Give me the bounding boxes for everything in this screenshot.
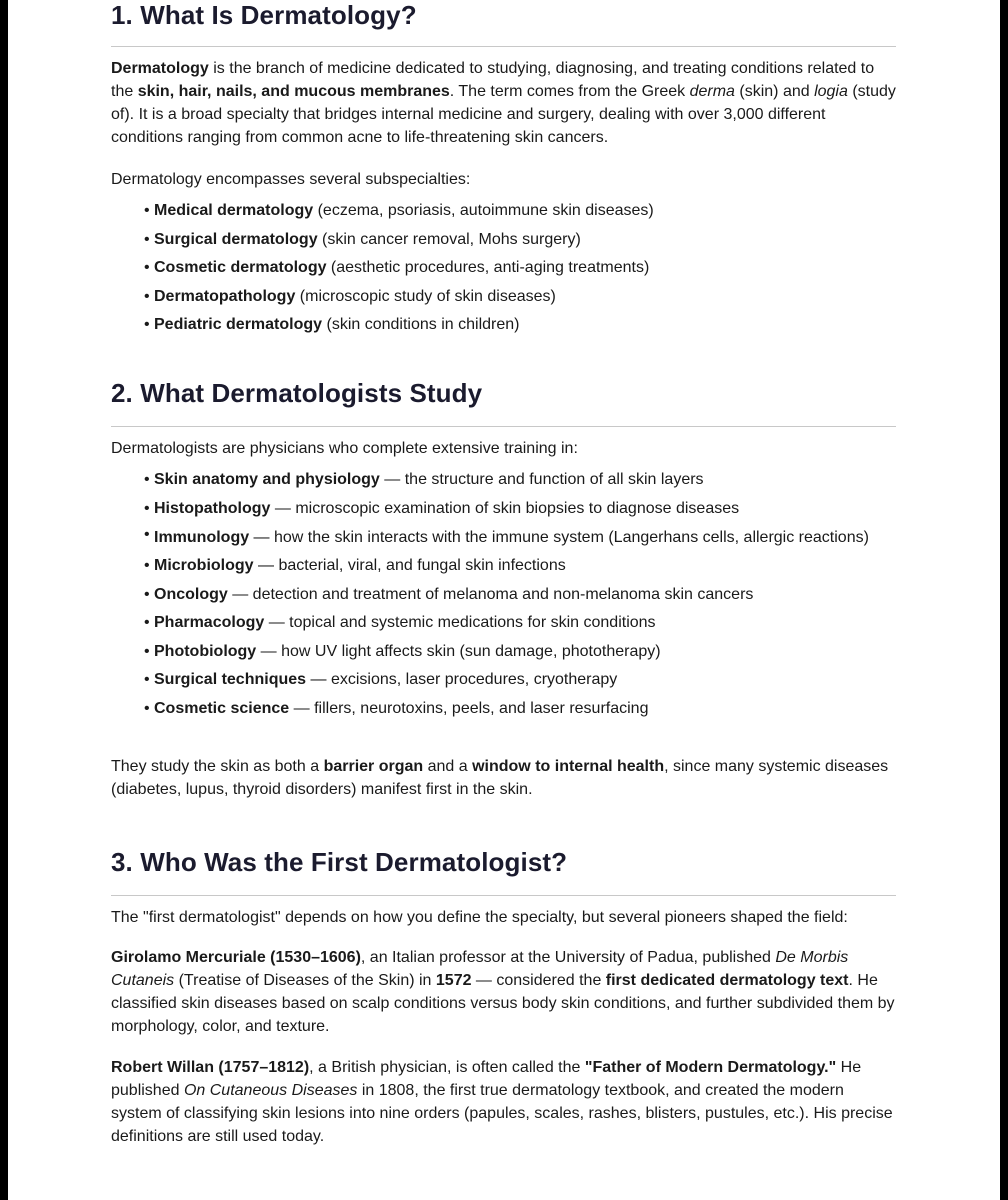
text: , since many systemic diseases (diabetes, lupus, thyroid disorders) manifest first in the skin. [111, 758, 889, 798]
section-1-list [111, 197, 896, 340]
list-item-term: Surgical techniques [154, 671, 307, 688]
bold-text: Dermatology [111, 60, 209, 77]
list-item-term: Skin anatomy and physiology [154, 471, 380, 488]
section-3-mercuriale-paragraph [111, 946, 896, 1038]
text: is the branch of medicine dedicated to studying, diagnosing, and treating conditions related to the [111, 60, 875, 100]
section-3-divider [111, 895, 896, 896]
bold-text: 1572 [435, 972, 472, 989]
list-item-desc: — bacterial, viral, and fungal skin infections [253, 557, 566, 574]
list-item-term: Medical dermatology [154, 202, 314, 219]
list-item-desc: (skin conditions in children) [322, 316, 520, 333]
list-item-term: Oncology [154, 585, 228, 603]
list-item-term: Cosmetic dermatology [154, 259, 327, 276]
list-item-term: Dermatopathology [154, 287, 296, 305]
bold-text: Girolamo Mercuriale (1530–1606) [111, 949, 361, 966]
text: , a British physician, is often called the [309, 1059, 585, 1076]
list-item [111, 495, 896, 524]
list-item [111, 666, 896, 695]
italic-text: derma [689, 83, 735, 100]
section-1-lead: Dermatology encompasses several subspecialties: [111, 171, 471, 188]
bold-text: first dedicated dermatology text [605, 972, 849, 989]
section-2-lead: Dermatologists are physicians who complete extensive training in: [111, 440, 578, 457]
list-item [111, 197, 896, 226]
bold-text: "Father of Modern Dermatology." [584, 1059, 837, 1076]
bold-text: barrier organ [323, 758, 424, 775]
section-2-list [111, 466, 896, 723]
text: He published [111, 1059, 862, 1099]
section-1-intro-paragraph [111, 57, 896, 149]
list-item-term: Microbiology [154, 557, 254, 574]
list-item-term: Histopathology [154, 499, 271, 517]
text: , an Italian professor at the University of Padua, published [360, 949, 776, 966]
bold-text: skin, hair, nails, and mucous membranes [137, 83, 450, 100]
list-item-term: Pharmacology [154, 614, 265, 631]
text: . The term comes from the Greek [449, 83, 690, 100]
text: (study of). It is a broad specialty that bridges internal medicine and surgery, dealing with over 3,000 different conditions ranging from common acne to life-threatening skin cancers. [111, 83, 896, 146]
list-item [111, 552, 896, 581]
section-3-heading: 3. Who Was the First Dermatologist? [111, 847, 568, 877]
section-3-willan-paragraph [111, 1056, 896, 1148]
list-item [111, 695, 896, 724]
italic-text: logia [814, 83, 848, 100]
list-item [111, 581, 896, 610]
section-1-divider [111, 46, 896, 47]
list-item-desc: (microscopic study of skin diseases) [295, 287, 556, 305]
text: (Treatise of Diseases of the Skin) in [174, 972, 436, 989]
list-item [111, 609, 896, 638]
italic-text: De Morbis Cutaneis [111, 949, 849, 989]
list-item [111, 311, 896, 340]
bold-text: window to internal health [472, 758, 665, 775]
text: . He classified skin diseases based on scalp conditions versus body skin conditions, and further subdivided them by morphology, color, and texture. [111, 972, 895, 1035]
italic-text: On Cutaneous Diseases [183, 1082, 358, 1099]
list-item [111, 226, 896, 255]
section-1-heading: 1. What Is Dermatology? [111, 0, 417, 30]
list-item-desc: — how the skin interacts with the immune system (Langerhans cells, allergic reactions) [249, 529, 869, 546]
list-item-term: Immunology [154, 529, 250, 546]
list-item-term: Pediatric dermatology [154, 316, 323, 333]
list-item-term: Surgical dermatology [154, 230, 318, 248]
section-3-intro: The "first dermatologist" depends on how you define the specialty, but several pioneers shaped the field: [111, 909, 848, 926]
section-2-heading: 2. What Dermatologists Study [111, 378, 483, 408]
list-item [111, 523, 896, 552]
list-item-term: Photobiology [154, 642, 257, 660]
list-item-desc: — the structure and function of all skin layers [379, 471, 704, 488]
list-item-desc: — topical and systemic medications for skin conditions [264, 614, 656, 631]
list-item-desc: (eczema, psoriasis, autoimmune skin diseases) [313, 202, 654, 219]
bold-text: Robert Willan (1757–1812) [111, 1059, 310, 1076]
text: (skin) and [734, 83, 815, 100]
list-item-desc: — fillers, neurotoxins, peels, and laser resurfacing [289, 699, 649, 717]
list-item-desc: — microscopic examination of skin biopsies to diagnose diseases [270, 499, 740, 517]
list-item [111, 638, 896, 667]
list-item-term: Cosmetic science [154, 699, 290, 717]
text: They study the skin as both a [111, 758, 324, 775]
list-item [111, 254, 896, 283]
list-item [111, 283, 896, 312]
list-item-desc: — detection and treatment of melanoma and non-melanoma skin cancers [227, 585, 754, 603]
list-item-desc: (aesthetic procedures, anti-aging treatments) [326, 259, 650, 276]
list-item-desc: (skin cancer removal, Mohs surgery) [317, 230, 581, 248]
text: — considered the [471, 972, 606, 989]
list-item [111, 466, 896, 495]
section-2-closing-paragraph [111, 755, 896, 801]
section-2-divider [111, 426, 896, 427]
list-item-desc: — excisions, laser procedures, cryotherapy [306, 671, 618, 688]
text: and a [423, 758, 473, 775]
text: in 1808, the first true dermatology textbook, and created the modern system of classifying skin lesions into nine orders (papules, scales, rashes, blisters, pustules, etc.). His precise definitions are still used today. [111, 1082, 893, 1145]
list-item-desc: — how UV light affects skin (sun damage, phototherapy) [256, 642, 661, 660]
document-page [8, 0, 1000, 1200]
